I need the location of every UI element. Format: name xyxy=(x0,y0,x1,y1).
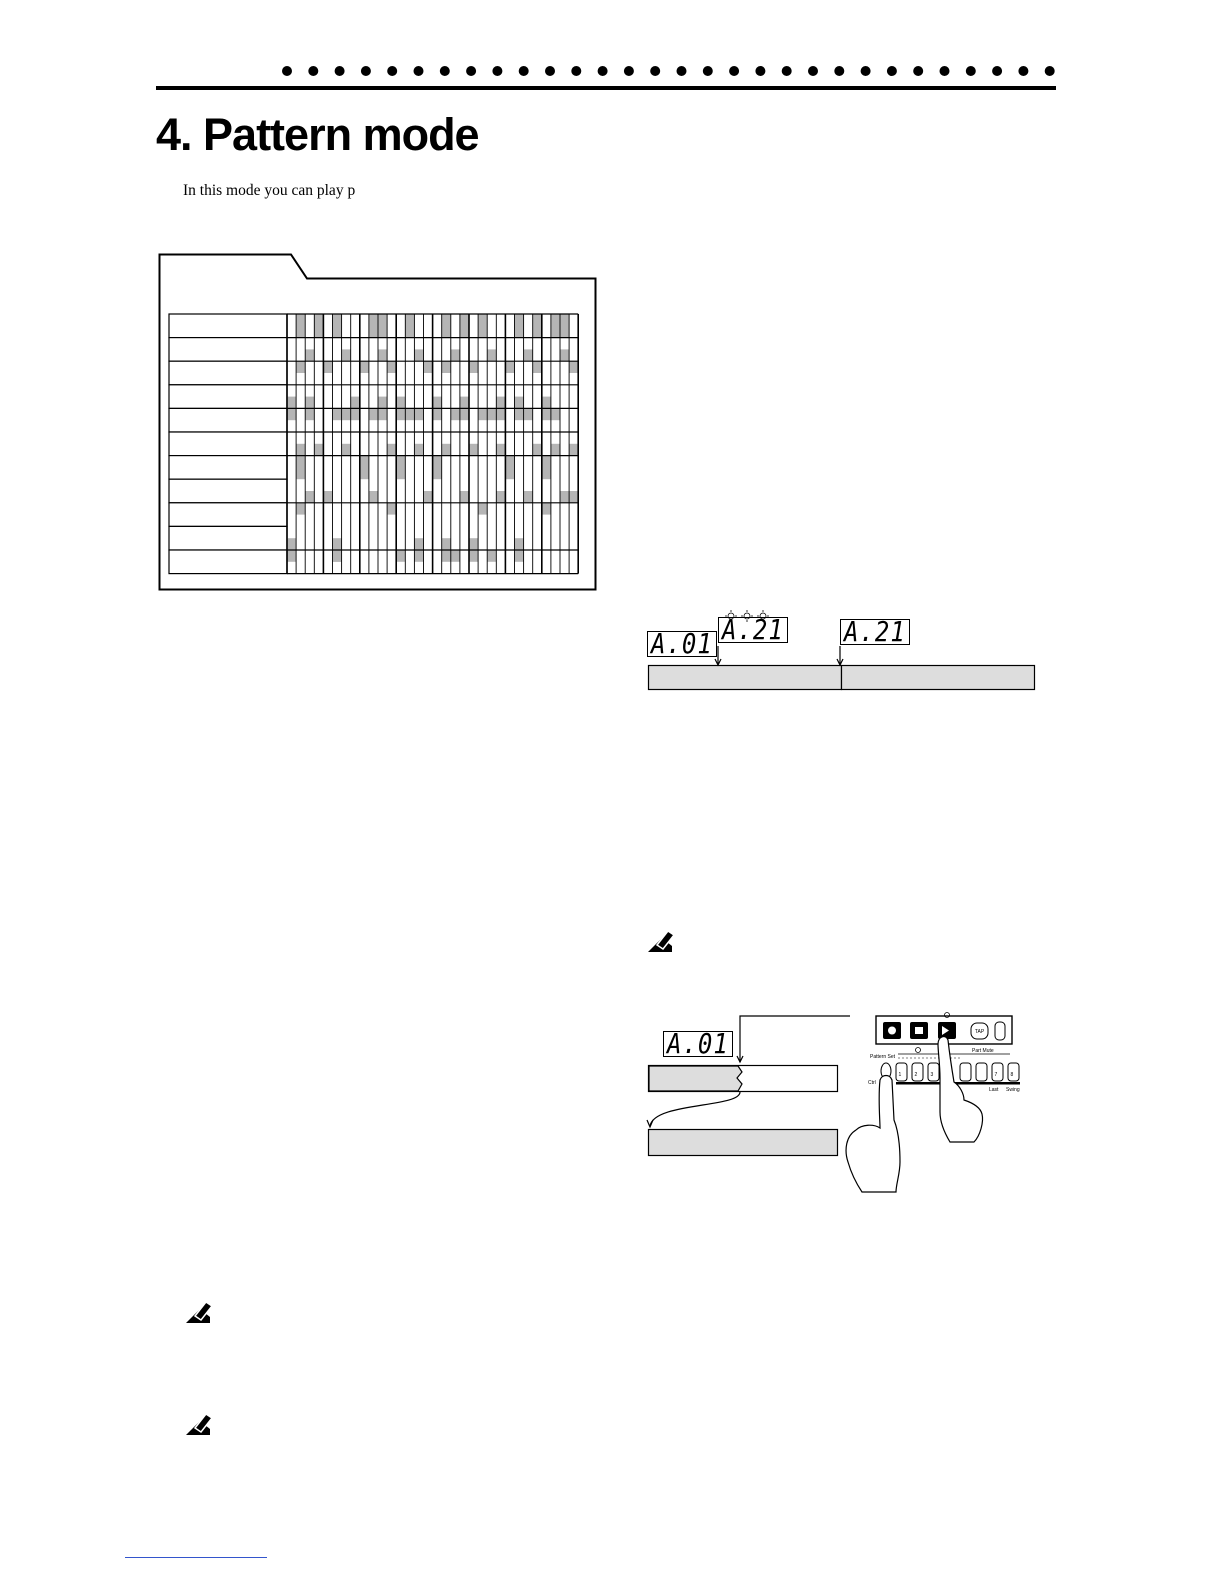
led-display-current: A.01 xyxy=(647,631,717,657)
step-on-cell xyxy=(496,491,505,503)
header-dot xyxy=(308,66,318,76)
note-pencil-icon xyxy=(184,1411,216,1437)
step-on-cell xyxy=(478,314,487,338)
instrument-label-cell xyxy=(169,432,287,456)
header-dot xyxy=(571,66,581,76)
step-on-cell xyxy=(469,361,478,373)
instrument-label-cell xyxy=(169,385,287,409)
header-dot xyxy=(361,66,371,76)
step-on-cell xyxy=(569,361,578,373)
header-dot xyxy=(466,66,476,76)
blink-indicator-icon xyxy=(722,609,772,623)
header-dot xyxy=(1018,66,1028,76)
instrument-label-cell xyxy=(169,361,287,385)
step-on-cell xyxy=(296,361,305,373)
step-on-cell xyxy=(505,456,514,480)
control-panel-figure xyxy=(840,1010,1030,1200)
step-on-cell xyxy=(369,491,378,503)
step-on-cell xyxy=(405,314,414,338)
instrument-label-cell xyxy=(169,456,287,480)
step-on-cell xyxy=(424,491,433,503)
header-dot xyxy=(729,66,739,76)
step-on-cell xyxy=(378,349,387,361)
step-on-cell xyxy=(533,361,542,373)
last-label: Last xyxy=(989,1087,999,1093)
header-dot xyxy=(677,66,687,76)
footer-link-underline[interactable] xyxy=(125,1557,267,1558)
step-on-cell xyxy=(342,349,351,361)
header-dot xyxy=(913,66,923,76)
step-on-cell xyxy=(424,361,433,373)
header-dot xyxy=(940,66,950,76)
header-dot xyxy=(440,66,450,76)
step-on-cell xyxy=(487,408,496,420)
header-dot xyxy=(335,66,345,76)
current-pattern-bar xyxy=(649,666,842,690)
header-dot xyxy=(519,66,529,76)
step-on-cell xyxy=(323,361,332,373)
step-on-cell xyxy=(478,408,487,420)
step-on-cell xyxy=(305,491,314,503)
step-on-cell xyxy=(387,444,396,456)
step-on-cell xyxy=(460,491,469,503)
step-on-cell xyxy=(396,456,405,480)
step-on-cell xyxy=(342,444,351,456)
step-on-cell xyxy=(451,550,460,562)
step-on-cell xyxy=(451,408,460,420)
step-on-cell xyxy=(542,503,551,515)
step-on-cell xyxy=(414,444,423,456)
step-on-cell xyxy=(387,503,396,515)
step-on-cell xyxy=(524,408,533,420)
key-number: 1 xyxy=(898,1072,902,1078)
step-on-cell xyxy=(524,349,533,361)
tap-label: TAP xyxy=(974,1029,985,1035)
step-key-6 xyxy=(976,1063,987,1081)
part-mute-label: Part Mute xyxy=(972,1048,994,1054)
step-on-cell xyxy=(333,408,342,420)
instrument-label-cell xyxy=(169,550,287,574)
step-on-cell xyxy=(314,314,323,338)
step-on-cell xyxy=(296,314,305,338)
step-on-cell xyxy=(442,314,451,338)
step-on-cell xyxy=(442,361,451,373)
header-dot xyxy=(887,66,897,76)
header-dot xyxy=(598,66,608,76)
header-dot xyxy=(387,66,397,76)
note-pencil-icon xyxy=(646,928,678,954)
key-number: 7 xyxy=(994,1072,998,1078)
step-on-cell xyxy=(342,408,351,420)
header-dot xyxy=(414,66,424,76)
step-on-cell xyxy=(405,408,414,420)
header-dot xyxy=(545,66,555,76)
record-icon xyxy=(888,1027,896,1035)
step-on-cell xyxy=(569,491,578,503)
stop-icon xyxy=(915,1027,923,1034)
page-title: 4. Pattern mode xyxy=(156,109,479,160)
intro-paragraph: In this mode you can play p xyxy=(183,182,356,199)
step-on-cell xyxy=(551,444,560,456)
header-dot xyxy=(1045,66,1055,76)
step-on-cell xyxy=(305,349,314,361)
step-on-cell xyxy=(333,314,342,338)
arrow-down-icon xyxy=(647,1120,653,1127)
step-on-cell xyxy=(560,491,569,503)
key-number: 2 xyxy=(914,1072,918,1078)
step-on-cell xyxy=(487,349,496,361)
step-on-cell xyxy=(433,456,442,480)
step-on-cell xyxy=(333,550,342,562)
step-on-cell xyxy=(505,361,514,373)
step-on-cell xyxy=(360,456,369,480)
header-dot xyxy=(624,66,634,76)
header-dot xyxy=(834,66,844,76)
step-on-cell xyxy=(296,456,305,480)
step-on-cell xyxy=(569,444,578,456)
note-pencil-icon xyxy=(184,1299,216,1325)
step-on-cell xyxy=(551,314,560,338)
header-dot xyxy=(650,66,660,76)
step-on-cell xyxy=(369,408,378,420)
step-key-5 xyxy=(960,1063,971,1081)
step-on-cell xyxy=(414,349,423,361)
left-hand-icon xyxy=(846,1076,900,1193)
instrument-label-cell xyxy=(169,479,287,503)
header-dot xyxy=(755,66,765,76)
key-number: 3 xyxy=(930,1072,934,1078)
step-on-cell xyxy=(515,314,524,338)
swing-label: Swing xyxy=(1006,1087,1020,1093)
header-dot xyxy=(782,66,792,76)
header-rule xyxy=(156,86,1056,90)
step-on-cell xyxy=(533,314,542,338)
header-dot xyxy=(966,66,976,76)
step-on-cell xyxy=(496,444,505,456)
step-on-cell xyxy=(396,550,405,562)
instrument-label-cell xyxy=(169,503,287,527)
step-on-cell xyxy=(296,444,305,456)
step-on-cell xyxy=(524,491,533,503)
step-on-cell xyxy=(378,314,387,338)
step-on-cell xyxy=(542,456,551,480)
instrument-label-cell xyxy=(169,526,287,550)
header-dot xyxy=(861,66,871,76)
step-on-cell xyxy=(414,408,423,420)
step-on-cell xyxy=(460,314,469,338)
instrument-label-cell xyxy=(169,314,287,338)
header-dot xyxy=(492,66,502,76)
step-on-cell xyxy=(451,349,460,361)
led-display-chain: A.01 xyxy=(663,1031,733,1057)
step-on-cell xyxy=(469,444,478,456)
ctrl-label: Ctrl xyxy=(868,1080,876,1086)
header-dot xyxy=(992,66,1002,76)
step-on-cell xyxy=(560,349,569,361)
header-dot xyxy=(703,66,713,76)
pattern-set-label: Pattern Set xyxy=(870,1054,896,1060)
step-on-cell xyxy=(387,361,396,373)
shift-button xyxy=(995,1022,1005,1040)
header-dot xyxy=(808,66,818,76)
step-on-cell xyxy=(560,314,569,338)
step-on-cell xyxy=(360,361,369,373)
step-on-cell xyxy=(478,503,487,515)
pattern-grid-figure xyxy=(155,250,601,594)
header-dot-row xyxy=(282,65,1062,77)
led-display-next: A.21 xyxy=(840,619,910,645)
instrument-label-cell xyxy=(169,338,287,362)
step-on-cell xyxy=(487,550,496,562)
step-on-cell xyxy=(442,444,451,456)
step-on-cell xyxy=(551,408,560,420)
step-on-cell xyxy=(296,503,305,515)
step-on-cell xyxy=(323,491,332,503)
instrument-label-cell xyxy=(169,408,287,432)
step-on-cell xyxy=(533,444,542,456)
chained-pattern-bar xyxy=(649,1130,838,1156)
led-display-next-blinking: A.21 xyxy=(718,617,788,643)
step-on-cell xyxy=(314,444,323,456)
key-number: 8 xyxy=(1010,1072,1014,1078)
step-on-cell xyxy=(369,314,378,338)
next-pattern-bar xyxy=(842,666,1035,690)
header-dot xyxy=(282,66,292,76)
